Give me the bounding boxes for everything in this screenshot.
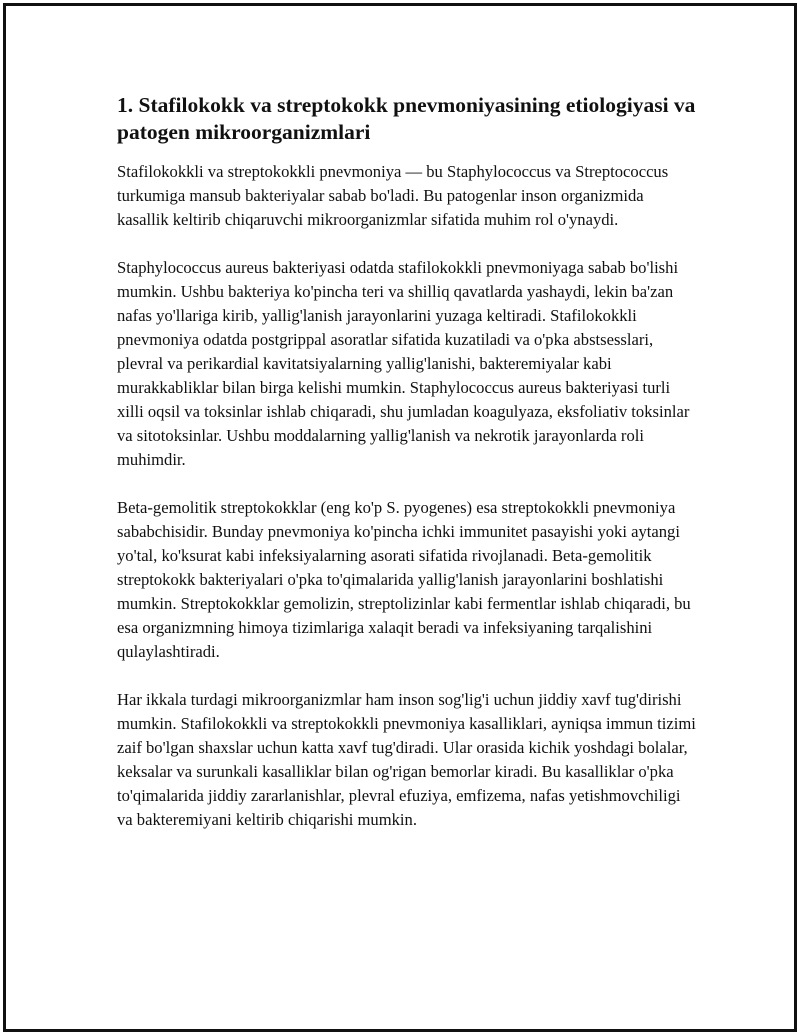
paragraph-intro: Stafilokokkli va streptokokkli pnevmoniya — bu Staphylococcus va Streptococcus turkumiga mansub bakteriyalar sabab bo'ladi. Bu patogenlar inson organizmida kasallik keltirib chiqaruvchi mikroorganizmlar sifatida muhim rol o'ynaydi. — [117, 162, 669, 229]
paragraph-risk: Har ikkala turdagi mikroorganizmlar ham inson sog'lig'i uchun jiddiy xavf tug'dirishi mumkin. Stafilokokkli va streptokokkli pnevmoniya kasalliklari, ayniqsa immun tizimi zaif bo'lgan shaxslar uchun katta xavf tug'diradi. Ular orasida kichik yoshdagi bolalar, keksalar va surunkali kasalliklar bilan og'rigan bemorlar kiradi. Bu kasalliklar o'pka to'qimalarida jiddiy zararlanishlar, plevral efuziya, emfizema, nafas yetishmovchiligi va bakteremiyani keltirib chiqarishi mumkin. — [117, 690, 696, 829]
section-heading: 1. Stafilokokk va streptokokk pnevmoniyasining etiologiyasi va patogen mikroorganizmlari — [117, 93, 696, 144]
document-body — [117, 92, 697, 856]
paragraph-streptococcus: Beta-gemolitik streptokokklar (eng ko'p S. pyogenes) esa streptokokkli pnevmoniya sababchisidir. Bunday pnevmoniya ko'pincha ichki immunitet pasayishi yoki aytangi yo'tal, ko'ksurat kabi infeksiyalarning asorati sifatida rivojlanadi. Beta-gemolitik streptokokk bakteriyalari o'pka to'qimalarida yallig'lanish jarayonlarini boshlatishi mumkin. Streptokokklar gemolizin, streptolizinlar kabi fermentlar ishlab chiqaradi, bu esa organizmning himoya tizimlariga xalaqit beradi va infeksiyaning tarqalishini qulaylashtiradi. — [117, 498, 691, 661]
paragraph-staphylococcus: Staphylococcus aureus bakteriyasi odatda stafilokokkli pnevmoniyaga sabab bo'lishi mumkin. Ushbu bakteriya ko'pincha teri va shilliq qavatlarda yashaydi, lekin ba'zan nafas yo'llariga kirib, yallig'lanish jarayonlarini yuzaga keltiradi. Stafilokokkli pnevmoniya odatda postgrippal asoratlar sifatida kuzatiladi va o'pka abstsesslari, plevral va perikardial kavitatsiyalarning yallig'lanishi, bakteremiyalar kabi murakkabliklar bilan birga kelishi mumkin. Staphylococcus aureus bakteriyasi turli xilli oqsil va toksinlar ishlab chiqaradi, shu jumladan koagulyaza, eksfoliativ toksinlar va sitotoksinlar. Ushbu moddalarning yallig'lanish va nekrotik jarayonlarda roli muhimdir. — [117, 258, 690, 469]
